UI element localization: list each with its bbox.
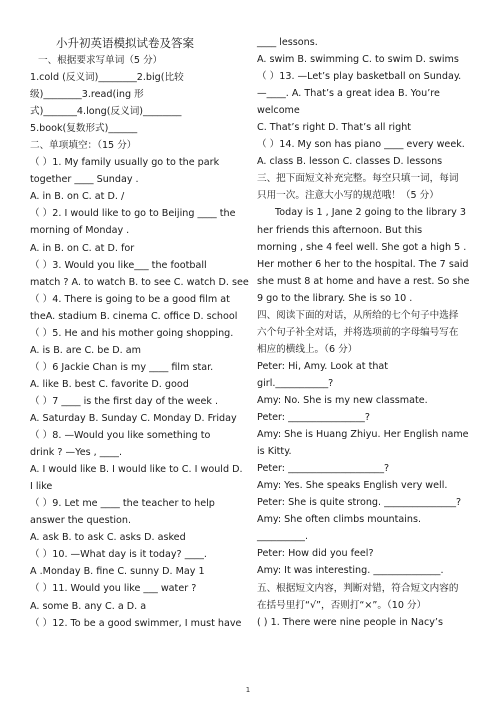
text-line: （ ）6 Jackie Chan is my ____ film star. <box>30 361 214 373</box>
text-line: Amy: She is Huang Zhiyu. Her English name <box>257 429 469 441</box>
text-line: （ ）11. Would you like ___ water ? <box>30 583 197 595</box>
text-line: Amy: Yes. She speaks English very well. <box>257 480 448 492</box>
text-line: 三、把下面短文补充完整。每空只填一词，每词 <box>257 173 459 185</box>
text-line: A. Saturday B. Sunday C. Monday D. Friday <box>30 412 237 424</box>
text-line: A. I would like B. I would like to C. I would D. <box>30 464 243 476</box>
text-line: 四、阅读下面的对话，从所给的七个句子中选择 <box>257 309 459 321</box>
text-line: C. That’s right D. That’s all right <box>257 122 412 134</box>
text-line: girl.___________? <box>257 377 334 389</box>
page-number: 1 <box>245 686 251 694</box>
text-line: she must 8 at home and have a rest. So she <box>257 275 470 287</box>
text-line: （ ）12. To be a good swimmer, I must have <box>30 617 242 629</box>
text-line: together ____ Sunday . <box>30 174 139 186</box>
text-line: Peter: ________________? <box>257 412 370 424</box>
text-line: Today is 1 , Jane 2 going to the library 3 <box>275 207 466 219</box>
text-line: morning , she 4 feel well. She got a high 5 . <box>257 241 467 253</box>
text-line: （ ）4. There is going to be a good film at <box>30 293 230 305</box>
text-line: 级)________3.read(ing 形 <box>30 89 144 101</box>
text-line: 一、根据要求写单词（5 分） <box>38 55 163 66</box>
text-line: Peter: ____________________? <box>257 463 390 475</box>
text-line: （ ）7 ____ is the first day of the week . <box>30 395 219 407</box>
text-line: 9 go to the library. She is so 10 . <box>257 292 413 304</box>
text-line: A. in B. on C. at D. / <box>30 191 125 203</box>
text-line: 式)_______4.long(反义词)________ <box>30 106 182 118</box>
left-column <box>30 34 249 632</box>
text-line: welcome <box>257 105 300 117</box>
text-line: Amy: No. She is my new classmate. <box>257 394 428 406</box>
text-line: （ ）9. Let me ____ the teacher to help <box>30 498 215 510</box>
text-line: answer the question. <box>30 515 131 527</box>
text-line: Peter: Hi, Amy. Look at that <box>257 360 389 372</box>
text-line: 1.cold (反义词)________2.big(比较 <box>30 72 184 84</box>
text-line: 五、根据短文内容，判断对错，符合短文内容的 <box>257 582 459 594</box>
text-line: A. is B. are C. be D. am <box>30 344 142 356</box>
text-line: I like <box>30 481 53 493</box>
page-title: 小升初英语模拟试卷及答案 <box>56 36 194 50</box>
text-line: —____. A. That’s a great idea B. You’re <box>257 88 440 100</box>
right-column <box>257 34 470 631</box>
text-line: Her mother 6 her to the hospital. The 7 said <box>257 258 469 270</box>
text-line: （ ）14. My son has piano ____ every week. <box>257 139 465 151</box>
text-line: （ ）2. I would like to go to Beijing ____ the <box>30 208 236 220</box>
text-line: 二、单项填空：（15 分） <box>30 140 137 152</box>
text-line: Peter: How did you feel? <box>257 548 374 560</box>
text-line: A .Monday B. fine C. sunny D. May 1 <box>30 566 205 578</box>
text-line: Peter: She is quite strong. _______________? <box>257 497 462 509</box>
text-line: （ ）5. He and his mother going shopping. <box>30 327 234 339</box>
text-line: __________. <box>257 531 309 543</box>
text-line: 六个句子补全对话，并将选项前的字母编号写在 <box>257 326 459 338</box>
text-line: 5.book(复数形式)______ <box>30 123 138 135</box>
text-line: A. ask B. to ask C. asks D. asked <box>30 532 186 544</box>
text-line: ( ) 1. There were nine people in Nacy’s <box>257 616 443 628</box>
text-line: （ ）1. My family usually go to the park <box>30 157 220 169</box>
text-line: morning of Monday . <box>30 225 130 237</box>
text-line: her friends this afternoon. But this <box>257 224 423 236</box>
text-line: A. in B. on C. at D. for <box>30 242 135 254</box>
text-line: A. class B. lesson C. classes D. lessons <box>257 156 443 168</box>
text-line: （ ）8. —Would you like something to <box>30 430 211 442</box>
text-line: theA. stadium B. cinema C. office D. school <box>30 310 238 322</box>
text-line: ____ lessons. <box>257 37 318 48</box>
text-line: 相应的横线上。（6 分） <box>257 343 358 355</box>
text-line: （ ）3. Would you like___ the football <box>30 259 207 271</box>
text-line: （ ）10. —What day is it today? ____. <box>30 549 207 561</box>
text-line: is Kitty. <box>257 446 292 458</box>
text-line: A. swim B. swimming C. to swim D. swims <box>257 54 459 66</box>
text-line: 只用一次。注意大小写的规范哦！（5 分） <box>257 190 439 202</box>
text-line: （ ）13. —Let’s play basketball on Sunday. <box>257 71 462 83</box>
text-line: A. like B. best C. favorite D. good <box>30 378 189 390</box>
text-line: A. some B. any C. a D. a <box>30 600 147 612</box>
text-line: drink ? —Yes , ____. <box>30 447 122 459</box>
text-line: Amy: She often climbs mountains. <box>257 514 422 526</box>
text-line: Amy: It was interesting. ______________. <box>257 565 444 577</box>
text-line: 在括号里打“√”，否则打“×”。（10 分） <box>257 599 427 611</box>
text-line: match ? A. to watch B. to see C. watch D. see <box>30 276 249 288</box>
